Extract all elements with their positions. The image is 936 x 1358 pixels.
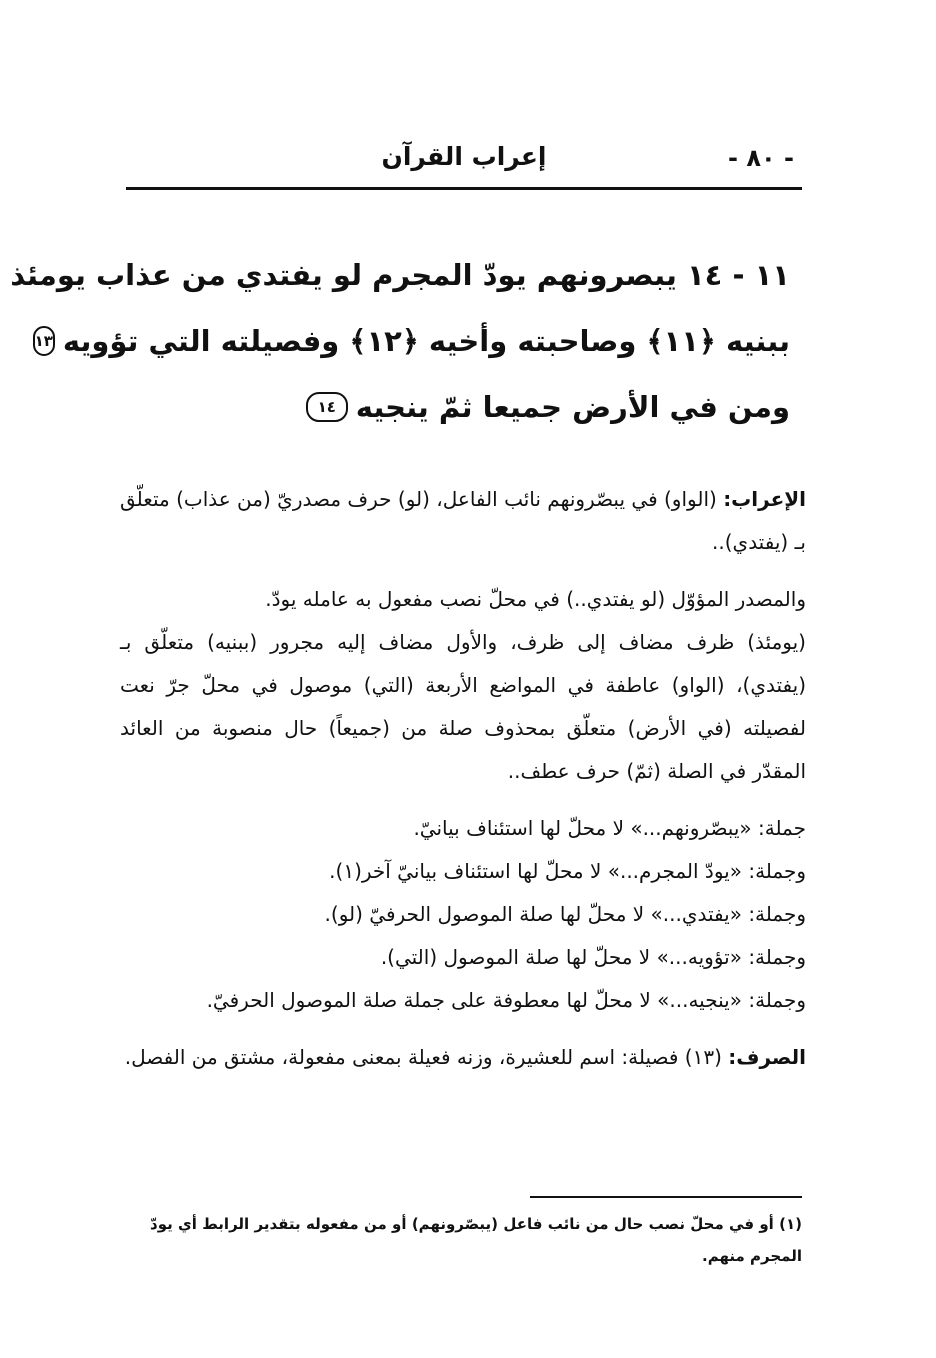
masdar-paragraph: والمصدر المؤوّل (لو يفتدي..) في محلّ نصب مفعول به عامله يودّ. (265, 587, 806, 611)
verse-text: ومن في الأرض جميعا ثمّ ينجيه (355, 390, 790, 424)
jumla-line: وجملة: «يفتدي...» لا محلّ لها صلة الموصول الحرفيّ (لو). (324, 902, 806, 926)
book-title: إعراب القرآن (381, 142, 547, 171)
page-header (126, 140, 802, 188)
verse-line (10, 242, 790, 308)
verse-line (150, 374, 790, 440)
sarf-label: الصرف: (728, 1045, 806, 1069)
jumla-line: وجملة: «ينجيه...» لا محلّ لها معطوفة على جملة صلة الموصول الحرفيّ. (206, 988, 806, 1012)
jumla-line: جملة: «يبصّرونهم...» لا محلّ لها استئناف بيانيّ. (413, 816, 806, 840)
irab-paragraph (120, 478, 806, 564)
irab-text: (الواو) في يبصّرونهم نائب الفاعل، (لو) حرف مصدريّ (من عذاب) متعلّق بـ (يفتدي).. (120, 487, 806, 554)
sarf-paragraph (120, 1036, 806, 1079)
footnote-divider (530, 1196, 802, 1198)
verse-text: ببنيه ﴿١١﴾ وصاحبته وأخيه ﴿١٢﴾ وفصيلته التي تؤويه (62, 324, 790, 358)
verse-line (34, 308, 790, 374)
verse-text: ١١ - ١٤ يبصرونهم يودّ المجرم لو يفتدي من عذاب يومئذ (10, 258, 790, 292)
commentary-body (120, 478, 806, 1079)
ayah-number-marker: ١٤ (306, 392, 348, 422)
sarf-text: (١٣) فصيلة: اسم للعشيرة، وزنه فعيلة بمعنى مفعولة، مشتق من الفصل. (124, 1045, 722, 1069)
irab-label: الإعراب: (723, 487, 806, 511)
header-divider (126, 187, 802, 190)
yawmaidh-paragraph: (يومئذ) ظرف مضاف إلى ظرف، والأول مضاف إليه مجرور (ببنيه) متعلّق بـ (يفتدي)، (الواو) عاطفة في المواضع الأربعة (التي) موصول في محلّ جرّ نعت لفصيلته (في الأرض) متعلّق بمحذوف صلة من (جميعاً) حال منصوبة من العائد المقدّر في الصلة (ثمّ) حرف عطف.. (120, 630, 806, 783)
jumla-line: وجملة: «يودّ المجرم...» لا محلّ لها استئناف بيانيّ آخر(١). (329, 859, 806, 883)
footnote: (١) أو في محلّ نصب حال من نائب فاعل (يبصّرونهم) أو من مفعوله بتقدير الرابط أي يودّ المجرم منهم. (150, 1215, 802, 1265)
jumla-line: وجملة: «تؤويه...» لا محلّ لها صلة الموصول (التي). (380, 945, 806, 969)
ayah-number-marker: ١٣ (33, 326, 55, 356)
page-number: - ٨٠ - (728, 144, 794, 172)
quran-verse-block (10, 242, 790, 440)
